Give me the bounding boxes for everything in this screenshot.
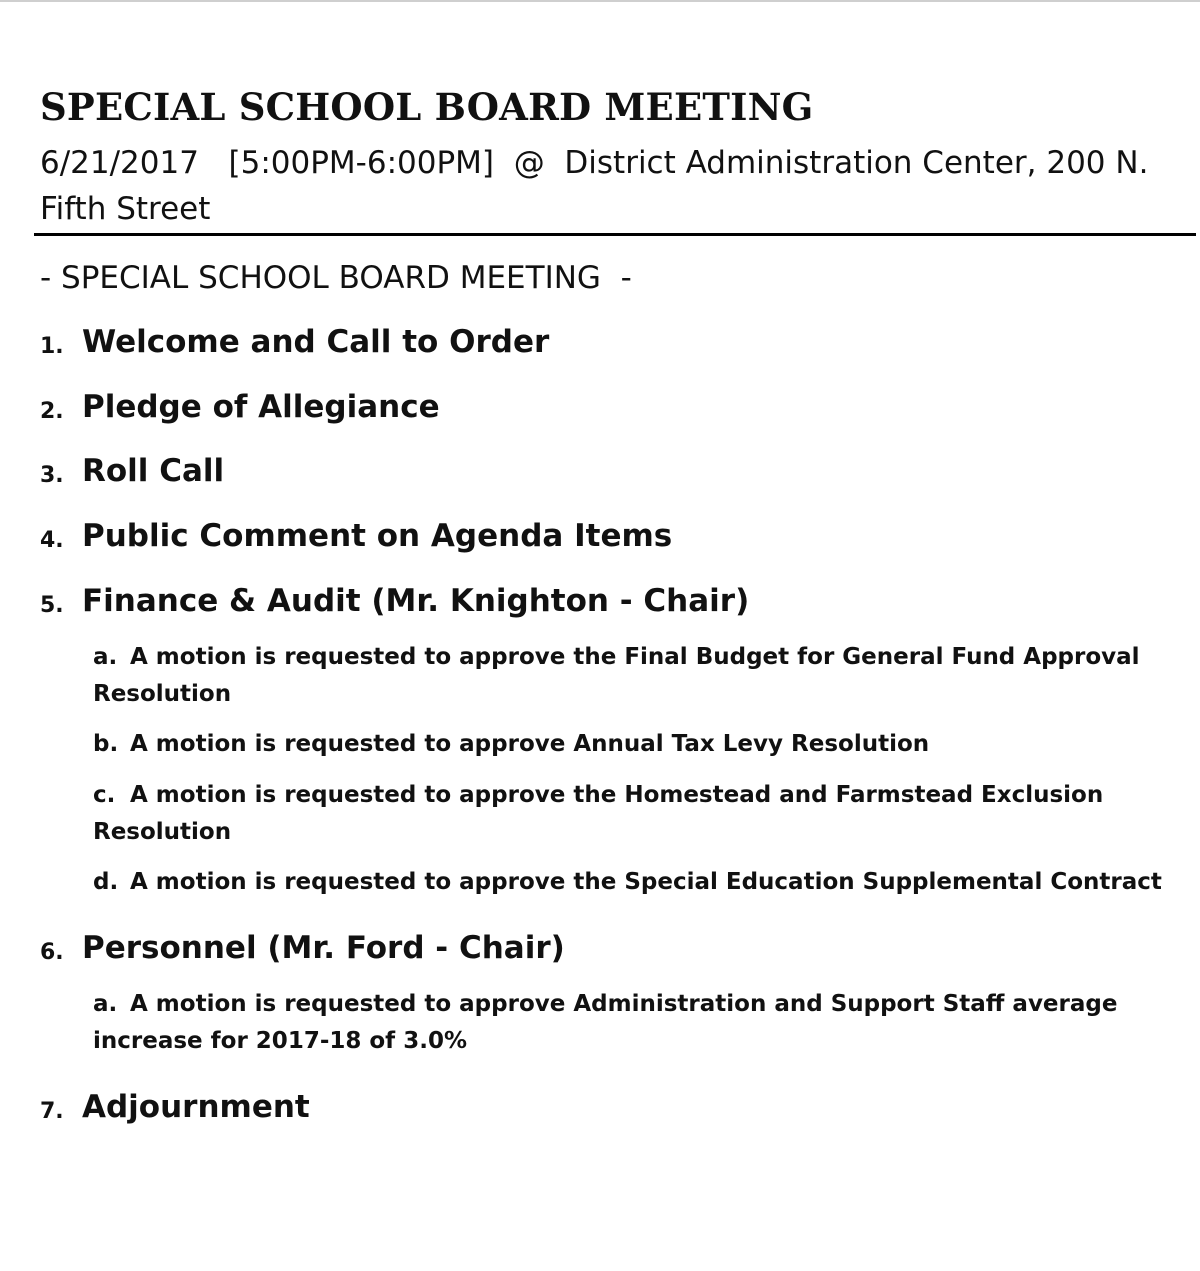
agenda-item-title: Finance & Audit (Mr. Knighton - Chair) bbox=[82, 583, 750, 619]
agenda-subitem-5c bbox=[93, 777, 1183, 851]
subitem-text: A motion is requested to approve Administration and Support Staff average increase for 2017-18 of 3.0% bbox=[93, 991, 1118, 1054]
header-divider bbox=[34, 233, 1196, 236]
agenda-subitem-5b bbox=[93, 726, 1183, 763]
subitem-text: A motion is requested to approve the Special Education Supplemental Contract bbox=[130, 869, 1162, 895]
subitem-text: A motion is requested to approve Annual Tax Levy Resolution bbox=[130, 731, 930, 757]
agenda-item-2 bbox=[40, 385, 1190, 435]
agenda-item-number: 7. bbox=[40, 1099, 64, 1124]
agenda-item-number: 3. bbox=[40, 463, 64, 488]
agenda-subitem-5a bbox=[93, 639, 1183, 713]
meeting-title: SPECIAL SCHOOL BOARD MEETING bbox=[40, 85, 814, 129]
subitem-letter: c. bbox=[93, 782, 116, 808]
agenda-item-title: Public Comment on Agenda Items bbox=[82, 518, 673, 554]
agenda-item-title: Adjournment bbox=[82, 1089, 310, 1125]
subitem-text: A motion is requested to approve the Homestead and Farmstead Exclusion Resolution bbox=[93, 782, 1104, 845]
agenda-item-title: Pledge of Allegiance bbox=[82, 389, 440, 425]
agenda-subitem-6a bbox=[93, 986, 1183, 1060]
agenda-item-title: Welcome and Call to Order bbox=[82, 324, 550, 360]
agenda-item-5 bbox=[40, 579, 1190, 629]
agenda-item-6 bbox=[40, 926, 1190, 976]
agenda-item-3 bbox=[40, 449, 1190, 499]
subitem-letter: a. bbox=[93, 644, 118, 670]
agenda-item-4 bbox=[40, 514, 1190, 564]
agenda-item-title: Personnel (Mr. Ford - Chair) bbox=[82, 930, 565, 966]
meeting-date-time-location: 6/21/2017 [5:00PM-6:00PM] @ District Administration Center, 200 N. Fifth Street bbox=[40, 145, 1159, 227]
subitem-letter: a. bbox=[93, 991, 118, 1017]
section-header: - SPECIAL SCHOOL BOARD MEETING - bbox=[40, 260, 632, 296]
agenda-item-number: 2. bbox=[40, 399, 64, 424]
agenda-item-number: 5. bbox=[40, 593, 64, 618]
agenda-item-number: 4. bbox=[40, 528, 64, 553]
agenda-item-number: 1. bbox=[40, 334, 64, 359]
subitem-text: A motion is requested to approve the Final Budget for General Fund Approval Resolution bbox=[93, 644, 1140, 707]
agenda-item-title: Roll Call bbox=[82, 453, 225, 489]
subitem-letter: d. bbox=[93, 869, 119, 895]
agenda-subitem-5d bbox=[93, 864, 1183, 901]
subitem-letter: b. bbox=[93, 731, 119, 757]
agenda-item-7 bbox=[40, 1085, 1190, 1135]
agenda-item-number: 6. bbox=[40, 940, 64, 965]
page-top-border bbox=[0, 0, 1200, 2]
agenda-item-1 bbox=[40, 320, 1190, 370]
